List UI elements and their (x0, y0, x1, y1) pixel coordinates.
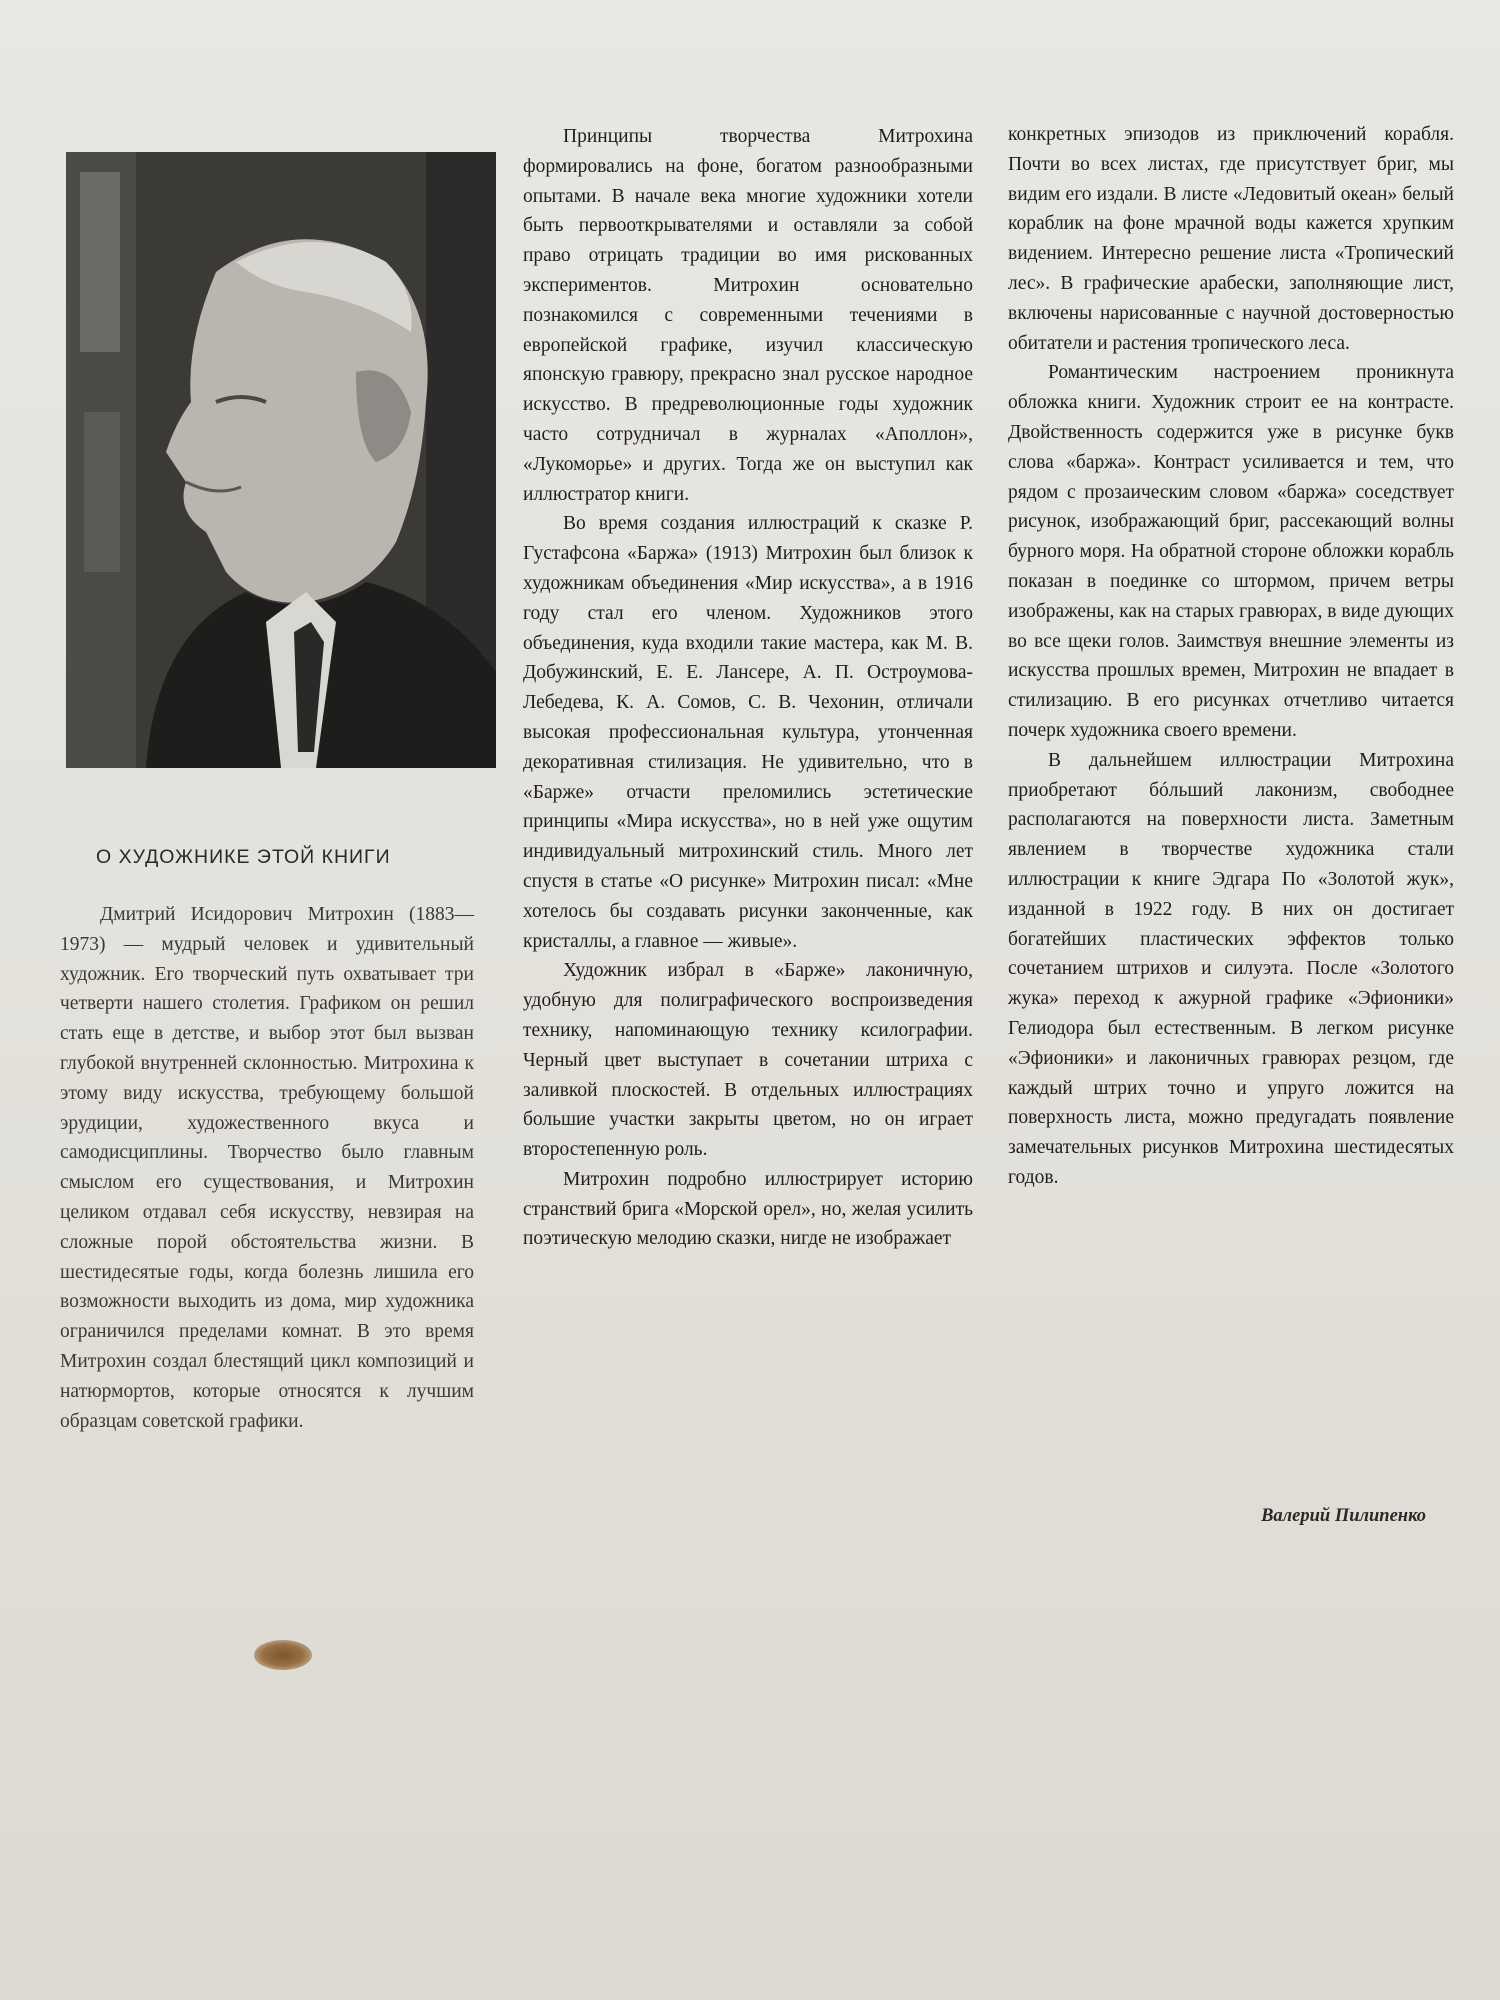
paragraph: Романтическим настроением проникнута обложка книги. Художник строит ее на контрасте. Двойственность содержится уже в рисунке букв слова «баржа». Контраст усиливается и тем, что рядом с прозаическим словом «баржа» соседствует рисунок, изображающий бриг, рассекающий волны бурного моря. На обратной стороне обложки корабль показан в поединке со штормом, причем ветры изображены, как на старых гравюрах, в виде дующих во все щеки голов. Заимствуя внешние элементы из искусства прошлых времен, Митрохин не впадает в стилизацию. В его рисунках отчетливо читается почерк художника своего времени. (1008, 362, 1454, 741)
paragraph: Принципы творчества Митрохина формировались на фоне, богатом разнообразными опытами. В начале века многие художники хотели быть первооткрывателями и оставляли за собой право отрицать традиции во имя рискованных экспериментов. Митрохин основательно познакомился с современными течениями в европейской графике, изучил классическую японскую гравюру, прекрасно знал русское народное искусство. В предреволюционные годы художник часто сотрудничал в журналах «Аполлон», «Лукоморье» и других. Тогда же он выступил как иллюстратор книги. (523, 126, 973, 505)
author-signature: Валерий Пилипенко (1261, 1506, 1426, 1526)
paper-stain (254, 1640, 312, 1670)
portrait-drawing (66, 152, 496, 768)
paragraph: В дальнейшем иллюстрации Митрохина приобретают бóльший лаконизм, свободнее располагаются на поверхности листа. Заметным явлением в творчестве художника стали иллюстрации к книге Эдгара По «Золотой жук», изданной в 1922 году. В них он достигает богатейших пластических эффектов только сочетанием штрихов и силуэта. После «Золотого жука» переход к ажурной графике «Эфионики» Гелиодора был естественным. В легком рисунке «Эфионики» и лаконичных гравюрах резцом, где каждый штрих точно и упруго ложится на поверхность листа, можно предугадать появление замечательных рисунков Митрохина шестидесятых годов. (1008, 749, 1454, 1188)
paragraph: Художник избрал в «Барже» лаконичную, удобную для полиграфического воспроизведения технику, напоминающую технику ксилографии. Черный цвет выступает в сочетании штриха с заливкой плоскостей. В отдельных иллюстрациях большие участки закрыты цветом, но он играет второстепенную роль. (523, 960, 973, 1161)
section-heading: О ХУДОЖНИКЕ ЭТОЙ КНИГИ (96, 846, 391, 868)
text-column-3 (1008, 120, 1454, 1193)
paragraph: Дмитрий Исидорович Митрохин (1883—1973) — мудрый человек и удивительный художник. Его творческий путь охватывает три четверти нашего столетия. Графиком он решил стать еще в детстве, и выбор этот был вызван глубокой внутренней склонностью. Митрохина к этому виду искусства, требующему большой эрудиции, художественного вкуса и самодисциплины. Творчество было главным смыслом его существования, и Митрохин целиком отдавал себя искусству, невзирая на сложные порой обстоятельства жизни. В шестидесятые годы, когда болезнь лишила его возможности выходить из дома, мир художника ограничился пределами комнат. В это время Митрохин создал блестящий цикл композиций и натюрмортов, которые относятся к лучшим образцам советской графики. (60, 904, 474, 1432)
artist-portrait-photo (66, 152, 496, 768)
paragraph: конкретных эпизодов из приключений корабля. Почти во всех листах, где присутствует бриг, мы видим его издали. В листе «Ледовитый океан» белый кораблик на фоне мрачной воды кажется хрупким видением. Интересно решение листа «Тропический лес». В графические арабески, заполняющие лист, включены нарисованные с научной достоверностью обитатели и растения тропического леса. (1008, 124, 1454, 354)
paragraph: Митрохин подробно иллюстрирует историю странствий брига «Морской орел», но, желая усилить поэтическую мелодию сказки, нигде не изображает (523, 1168, 973, 1250)
paragraph: Во время создания иллюстраций к сказке Р. Густафсона «Баржа» (1913) Митрохин был близок к художникам объединения «Мир искусства», а в 1916 году стал его членом. Художников этого объединения, куда входили такие мастера, как М. В. Добужинский, Е. Е. Лансере, А. П. Остроумова-Лебедева, К. А. Сомов, С. В. Чехонин, отличали высокая профессиональная культура, утонченная декоративная стилизация. Не удивительно, что в «Барже» отчасти преломились эстетические принципы «Мира искусства», но в ней уже ощутим индивидуальный митрохинский стиль. Много лет спустя в статье «О рисунке» Митрохин писал: «Мне хотелось бы создавать рисунки законченные, как кристаллы, а главное — живые». (523, 513, 973, 952)
text-column-2 (523, 122, 973, 1254)
text-column-1 (60, 900, 474, 1436)
